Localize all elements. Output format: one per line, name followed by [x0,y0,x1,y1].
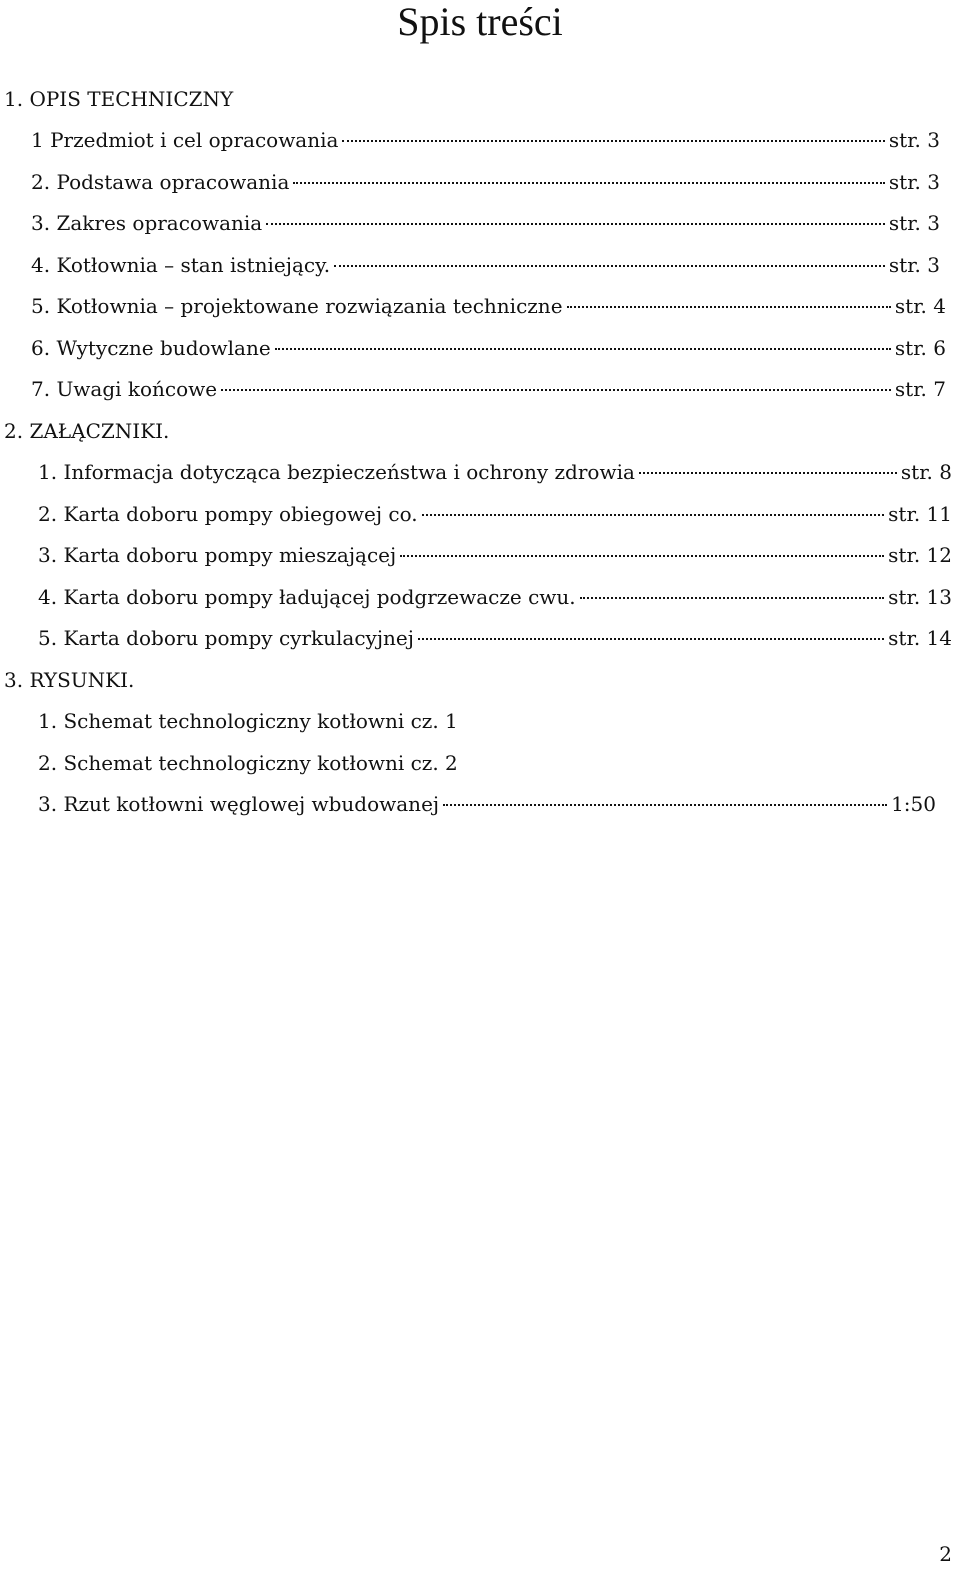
dot-leader [266,223,885,225]
toc-entry-page: str. 3 [888,128,940,152]
dot-leader [580,597,885,599]
dot-leader [639,472,897,474]
toc-entry [31,125,940,155]
toc-entry-page: str. 13 [888,585,952,609]
toc-entry-page: str. 11 [888,502,952,526]
toc-entry [31,374,946,404]
toc-entry-label: 7. Uwagi końcowe [31,377,218,401]
toc-entry [31,208,940,238]
dot-leader [443,804,887,806]
toc-entry-label: 2. Karta doboru pompy obiegowej co. [38,502,418,526]
toc-entry-label: 2. Schemat technologiczny kotłowni cz. 2 [38,751,458,775]
dot-leader [418,638,884,640]
dot-leader [293,182,885,184]
toc-entry-label: 1. Schemat technologiczny kotłowni cz. 1 [38,709,458,733]
toc-entry-page: str. 6 [894,336,946,360]
toc-entry-page: str. 8 [900,460,952,484]
toc-entry-page: str. 12 [888,543,952,567]
toc-entry-label: 5. Kotłownia – projektowane rozwiązania techniczne [31,294,563,318]
toc-entry-label: 5. Karta doboru pompy cyrkulacyjnej [38,626,414,650]
toc-entry [38,540,952,570]
toc-entry-page: str. 7 [894,377,946,401]
toc-entry [31,333,946,363]
toc-entry-label: 1 Przedmiot i cel opracowania [31,128,339,152]
toc-entry [38,623,952,653]
page-number: 2 [939,1542,952,1566]
section-heading-opis: 1. OPIS TECHNICZNY [4,87,234,111]
toc-entry [31,250,940,280]
toc-entry-page: str. 14 [888,626,952,650]
dot-leader [422,514,885,516]
toc-entry [38,582,952,612]
toc-entry-page: str. 4 [894,294,946,318]
toc-entry [31,167,940,197]
dot-leader [400,555,884,557]
toc-entry-page: str. 3 [888,211,940,235]
toc-entry-label: 3. Rzut kotłowni węglowej wbudowanej [38,792,440,816]
dot-leader [567,306,891,308]
toc-entry [38,499,952,529]
section-heading-rysunki: 3. RYSUNKI. [4,668,135,692]
section-heading-zalaczniki: 2. ZAŁĄCZNIKI. [4,419,170,443]
toc-entry-label: 3. Zakres opracowania [31,211,263,235]
page-title: Spis treści [397,0,563,44]
dot-leader [334,265,885,267]
dot-leader [342,140,884,142]
toc-entry [38,789,936,819]
toc-entry [31,291,946,321]
dot-leader [275,348,891,350]
toc-entry-label: 4. Karta doboru pompy ładującej podgrzewacze cwu. [38,585,576,609]
toc-entry [38,457,952,487]
toc-entry-label: 2. Podstawa opracowania [31,170,290,194]
toc-entry-label: 6. Wytyczne budowlane [31,336,271,360]
toc-entry-label: 4. Kotłownia – stan istniejący. [31,253,331,277]
dot-leader [221,389,891,391]
toc-entry-label: 3. Karta doboru pompy mieszającej [38,543,397,567]
toc-entry-label: 1. Informacja dotycząca bezpieczeństwa i ochrony zdrowia [38,460,635,484]
toc-entry-page: str. 3 [888,253,940,277]
toc-entry-scale: 1:50 [891,792,936,816]
toc-entry-page: str. 3 [888,170,940,194]
